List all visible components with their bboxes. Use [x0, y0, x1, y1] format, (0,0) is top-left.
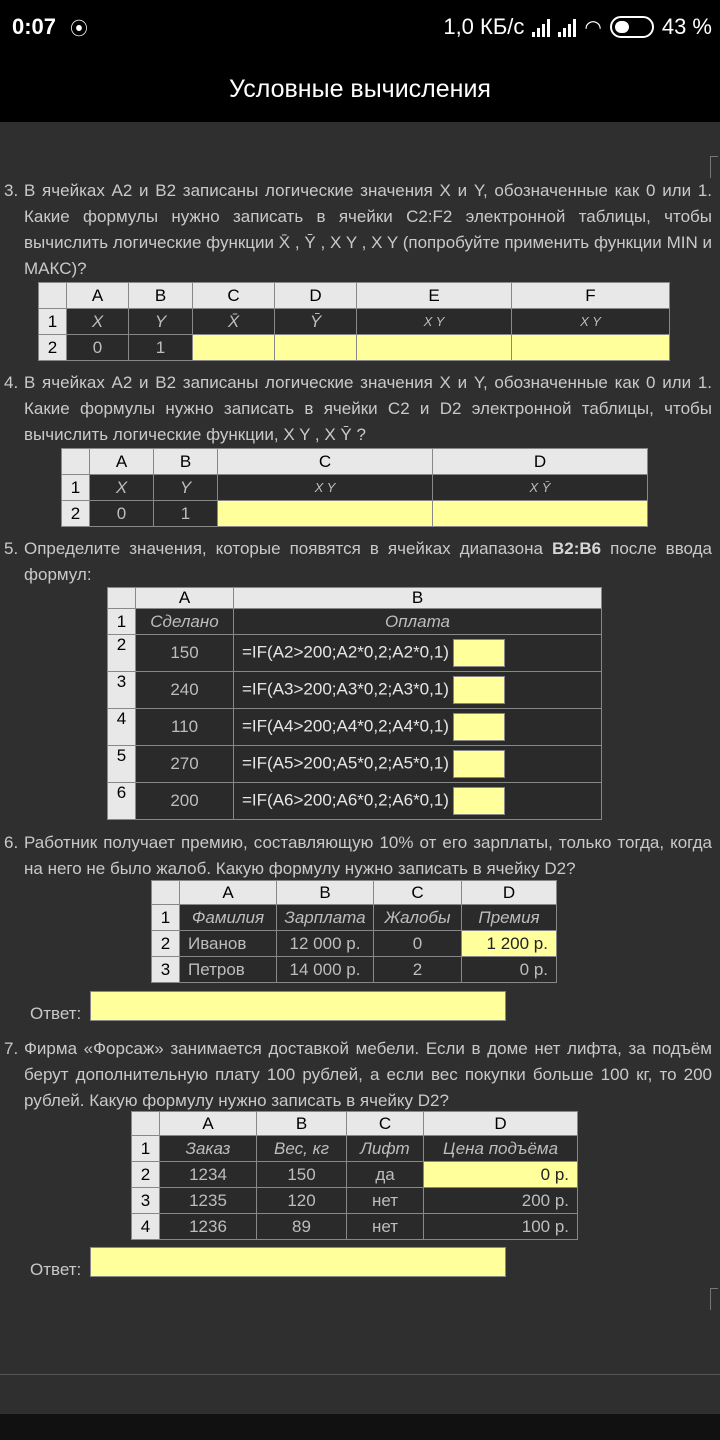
cell: Зарплата: [277, 905, 374, 931]
cell: нет: [347, 1188, 424, 1214]
cell: Заказ: [160, 1136, 257, 1162]
col-header: C: [218, 449, 433, 475]
cell: Премия: [462, 905, 557, 931]
cell: 0: [90, 501, 154, 527]
cell: Y: [129, 309, 193, 335]
app-title-bar: [0, 56, 720, 122]
cell: 89: [257, 1214, 347, 1240]
question-7: [4, 1036, 712, 1114]
answer-input-q7[interactable]: [90, 1247, 506, 1277]
table-corner: [62, 449, 90, 475]
row-header: 5: [108, 746, 136, 783]
row-header: 1: [108, 609, 136, 635]
col-header: B: [129, 283, 193, 309]
cell: 1235: [160, 1188, 257, 1214]
battery-percent: 43 %: [661, 14, 712, 39]
status-right: [443, 14, 712, 40]
formula-cell: =IF(A4>200;A4*0,2;A4*0,1): [234, 709, 602, 746]
cell: Петров: [180, 957, 277, 983]
question-text: Фирма «Форсаж» занимается доставкой мебели. Если в доме нет лифта, за подъём берут дополнительную плату 100 рублей, а если вес покупки больше 100 кг, то 200 рублей. Какую формулу нужно записать в ячейку D2?: [24, 1039, 712, 1110]
cell: Фамилия: [180, 905, 277, 931]
cell: 100 р.: [424, 1214, 578, 1240]
question-number: 4.: [4, 373, 19, 392]
cell: нет: [347, 1214, 424, 1240]
question-text: В ячейках A2 и B2 записаны логические значения X и Y, обозначенные как 0 или 1. Какие формулы нужно записать в ячейки C2 и D2 электронной таблицы, чтобы вычислить логические функции, X Y , X Ȳ ?: [24, 373, 712, 444]
row-header: 6: [108, 783, 136, 820]
answer-label: Ответ:: [30, 1260, 82, 1279]
col-header: B: [257, 1112, 347, 1136]
answer-cell[interactable]: [193, 335, 275, 361]
col-header: D: [424, 1112, 578, 1136]
col-header: B: [277, 881, 374, 905]
table-corner: [39, 283, 67, 309]
cell: 270: [136, 746, 234, 783]
col-header: A: [67, 283, 129, 309]
cell: Иванов: [180, 931, 277, 957]
cell: X: [90, 475, 154, 501]
cell: Сделано: [136, 609, 234, 635]
cell: 12 000 р.: [277, 931, 374, 957]
col-header: A: [180, 881, 277, 905]
cell: Цена подъёма: [424, 1136, 578, 1162]
signal-icon-2: [558, 17, 576, 37]
col-header: B: [154, 449, 218, 475]
row-header: 4: [108, 709, 136, 746]
question-number: 7.: [4, 1039, 19, 1058]
row-header: 1: [62, 475, 90, 501]
col-header: D: [275, 283, 357, 309]
col-header: C: [374, 881, 462, 905]
cell: 150: [136, 635, 234, 672]
recording-icon: ⦿: [70, 19, 88, 39]
col-header: C: [193, 283, 275, 309]
question-text: В ячейках A2 и B2 записаны логические значения X и Y, обозначенные как 0 или 1. Какие формулы нужно записать в ячейки C2:F2 электронной таблицы, чтобы вычислить логические функции X̄ , Ȳ , X Y , X Y (попробуйте применить функции MIN и МАКС)?: [24, 181, 712, 278]
cell: 0: [67, 335, 129, 361]
col-header: A: [90, 449, 154, 475]
answer-box[interactable]: [453, 750, 505, 778]
table-q4: [61, 448, 648, 527]
col-header: B: [234, 588, 602, 609]
cell: 200 р.: [424, 1188, 578, 1214]
cell: Y: [154, 475, 218, 501]
cell: 0: [374, 931, 462, 957]
status-bar: [0, 0, 720, 56]
row-header: 1: [132, 1136, 160, 1162]
table-q7: [131, 1111, 578, 1240]
question-text: Определите значения, которые появятся в ячейках диапазона B2:B6 после ввода формул:: [24, 539, 713, 584]
answer-cell[interactable]: 0 р.: [424, 1162, 578, 1188]
row-header: 2: [152, 931, 180, 957]
cell: Жалобы: [374, 905, 462, 931]
answer-box[interactable]: [453, 676, 505, 704]
question-4: [4, 370, 712, 448]
col-header: D: [433, 449, 648, 475]
question-number: 5.: [4, 539, 19, 558]
page-title: Условные вычисления: [229, 75, 491, 103]
question-5: [4, 536, 712, 588]
question-number: 3.: [4, 181, 19, 200]
answer-cell[interactable]: [275, 335, 357, 361]
answer-cell[interactable]: [512, 335, 670, 361]
answer-label: Ответ:: [30, 1004, 82, 1023]
answer-box[interactable]: [453, 787, 505, 815]
cell: Вес, кг: [257, 1136, 347, 1162]
cell: 240: [136, 672, 234, 709]
row-header: 2: [62, 501, 90, 527]
cell: 110: [136, 709, 234, 746]
answer-box[interactable]: [453, 639, 505, 667]
col-header: F: [512, 283, 670, 309]
scroll-marker-top[interactable]: [710, 156, 718, 178]
row-header: 3: [132, 1188, 160, 1214]
cell: X: [67, 309, 129, 335]
row-header: 2: [108, 635, 136, 672]
status-time: 0:07: [12, 14, 57, 39]
table-corner: [152, 881, 180, 905]
scroll-marker-bottom[interactable]: [710, 1288, 718, 1310]
col-header: C: [347, 1112, 424, 1136]
question-3: [4, 178, 712, 282]
wifi-icon: ◠: [584, 16, 602, 39]
row-header: 2: [132, 1162, 160, 1188]
cell: 1: [154, 501, 218, 527]
answer-cell[interactable]: [218, 501, 433, 527]
row-header: 1: [39, 309, 67, 335]
cell: Оплата: [234, 609, 602, 635]
row-header: 1: [152, 905, 180, 931]
cell: 200: [136, 783, 234, 820]
cell: 0 р.: [462, 957, 557, 983]
formula-cell: =IF(A2>200;A2*0,2;A2*0,1): [234, 635, 602, 672]
cell: X̄: [193, 309, 275, 335]
cell: 1236: [160, 1214, 257, 1240]
col-header: A: [136, 588, 234, 609]
cell: 150: [257, 1162, 347, 1188]
cell: Ȳ: [275, 309, 357, 335]
question-number: 6.: [4, 833, 19, 852]
formula-cell: =IF(A3>200;A3*0,2;A3*0,1): [234, 672, 602, 709]
col-header: A: [160, 1112, 257, 1136]
cell: X Y: [512, 309, 670, 335]
table-corner: [132, 1112, 160, 1136]
row-header: 2: [39, 335, 67, 361]
range-label: B2:B6: [551, 539, 602, 558]
answer-cell[interactable]: [357, 335, 512, 361]
table-corner: [108, 588, 136, 609]
col-header: E: [357, 283, 512, 309]
answer-box[interactable]: [453, 713, 505, 741]
navigation-bar: [0, 1414, 720, 1440]
col-header: D: [462, 881, 557, 905]
table-q6: [151, 880, 557, 983]
cell: 1: [129, 335, 193, 361]
network-speed: 1,0 КБ/с: [443, 14, 525, 39]
table-q5: [107, 587, 602, 820]
cell: X Ȳ: [433, 475, 648, 501]
cell: Лифт: [347, 1136, 424, 1162]
cell: X Y: [218, 475, 433, 501]
row-header: 3: [108, 672, 136, 709]
cell: 2: [374, 957, 462, 983]
table-q3: [38, 282, 670, 361]
formula-cell: =IF(A6>200;A6*0,2;A6*0,1): [234, 783, 602, 820]
cell: 120: [257, 1188, 347, 1214]
answer-cell[interactable]: 1 200 р.: [462, 931, 557, 957]
answer-input-q6[interactable]: [90, 991, 506, 1021]
row-header: 3: [152, 957, 180, 983]
question-text: Работник получает премию, составляющую 10% от его зарплаты, только тогда, когда на него не было жалоб. Какую формулу нужно записать в ячейку D2?: [24, 833, 712, 878]
formula-cell: =IF(A5>200;A5*0,2;A5*0,1): [234, 746, 602, 783]
signal-icon: [532, 17, 550, 37]
divider: [0, 1374, 720, 1375]
cell: X Y: [357, 309, 512, 335]
battery-icon: [610, 16, 654, 38]
question-6: [4, 830, 712, 882]
answer-cell[interactable]: [433, 501, 648, 527]
cell: 1234: [160, 1162, 257, 1188]
row-header: 4: [132, 1214, 160, 1240]
cell: 14 000 р.: [277, 957, 374, 983]
cell: да: [347, 1162, 424, 1188]
